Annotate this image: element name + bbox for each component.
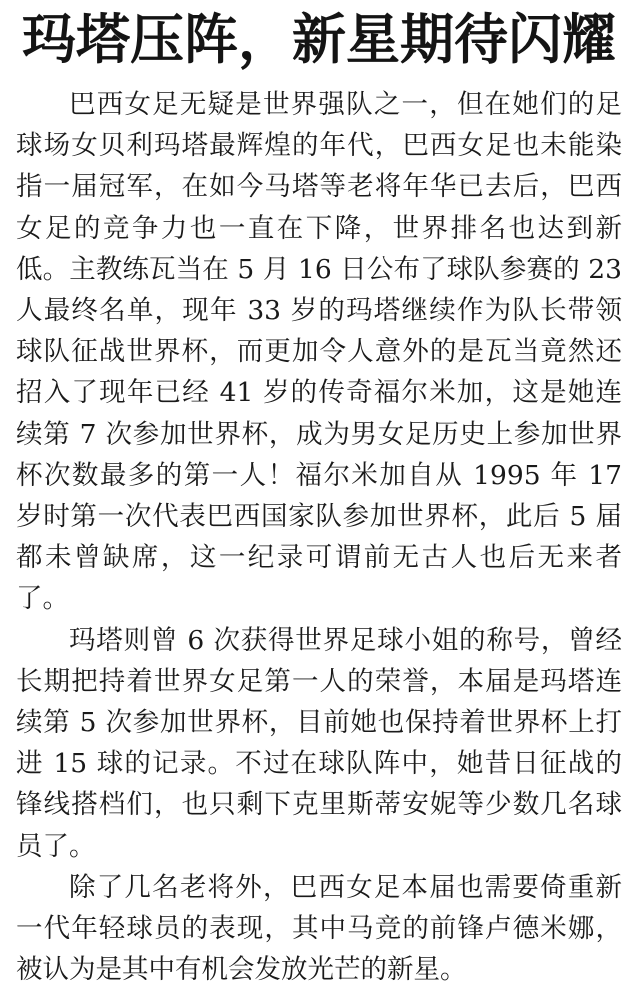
- article-paragraph-2: 玛塔则曾 6 次获得世界足球小姐的称号，曾经长期把持着世界女足第一人的荣誉，本届是玛塔连续第 5 次参加世界杯，目前她也保持着世界杯上打进 15 球的记录。不过在球队阵中，她昔日征战的锋线搭档们，也只剩下克里斯蒂安妮等少数几名球员了。: [16, 624, 622, 862]
- article-headline: 玛塔压阵，新星期待闪耀: [22, 7, 616, 71]
- article-body: [16, 84, 622, 990]
- article-paragraph-3: 除了几名老将外，巴西女足本届也需要倚重新一代年轻球员的表现，其中马竞的前锋卢德米娜，被认为是其中有机会发放光芒的新星。: [16, 871, 622, 986]
- article-paragraph-1: 巴西女足无疑是世界强队之一，但在她们的足球场女贝利玛塔最辉煌的年代，巴西女足也未能染指一届冠军，在如今马塔等老将年华已去后，巴西女足的竞争力也一直在下降，世界排名也达到新低。主教练瓦当在 5 月 16 日公布了球队参赛的 23 人最终名单，现年 33 岁的玛塔继续作为队长带领球队征战世界杯，而更加令人意外的是瓦当竟然还招入了现年已经 41 岁的传奇福尔米加，这是她连续第 7 次参加世界杯，成为男女足历史上参加世界杯次数最多的第一人！福尔米加自从 1995 年 17 岁时第一次代表巴西国家队参加世界杯，此后 5 届都未曾缺席，这一纪录可谓前无古人也后无来者了。: [16, 89, 622, 615]
